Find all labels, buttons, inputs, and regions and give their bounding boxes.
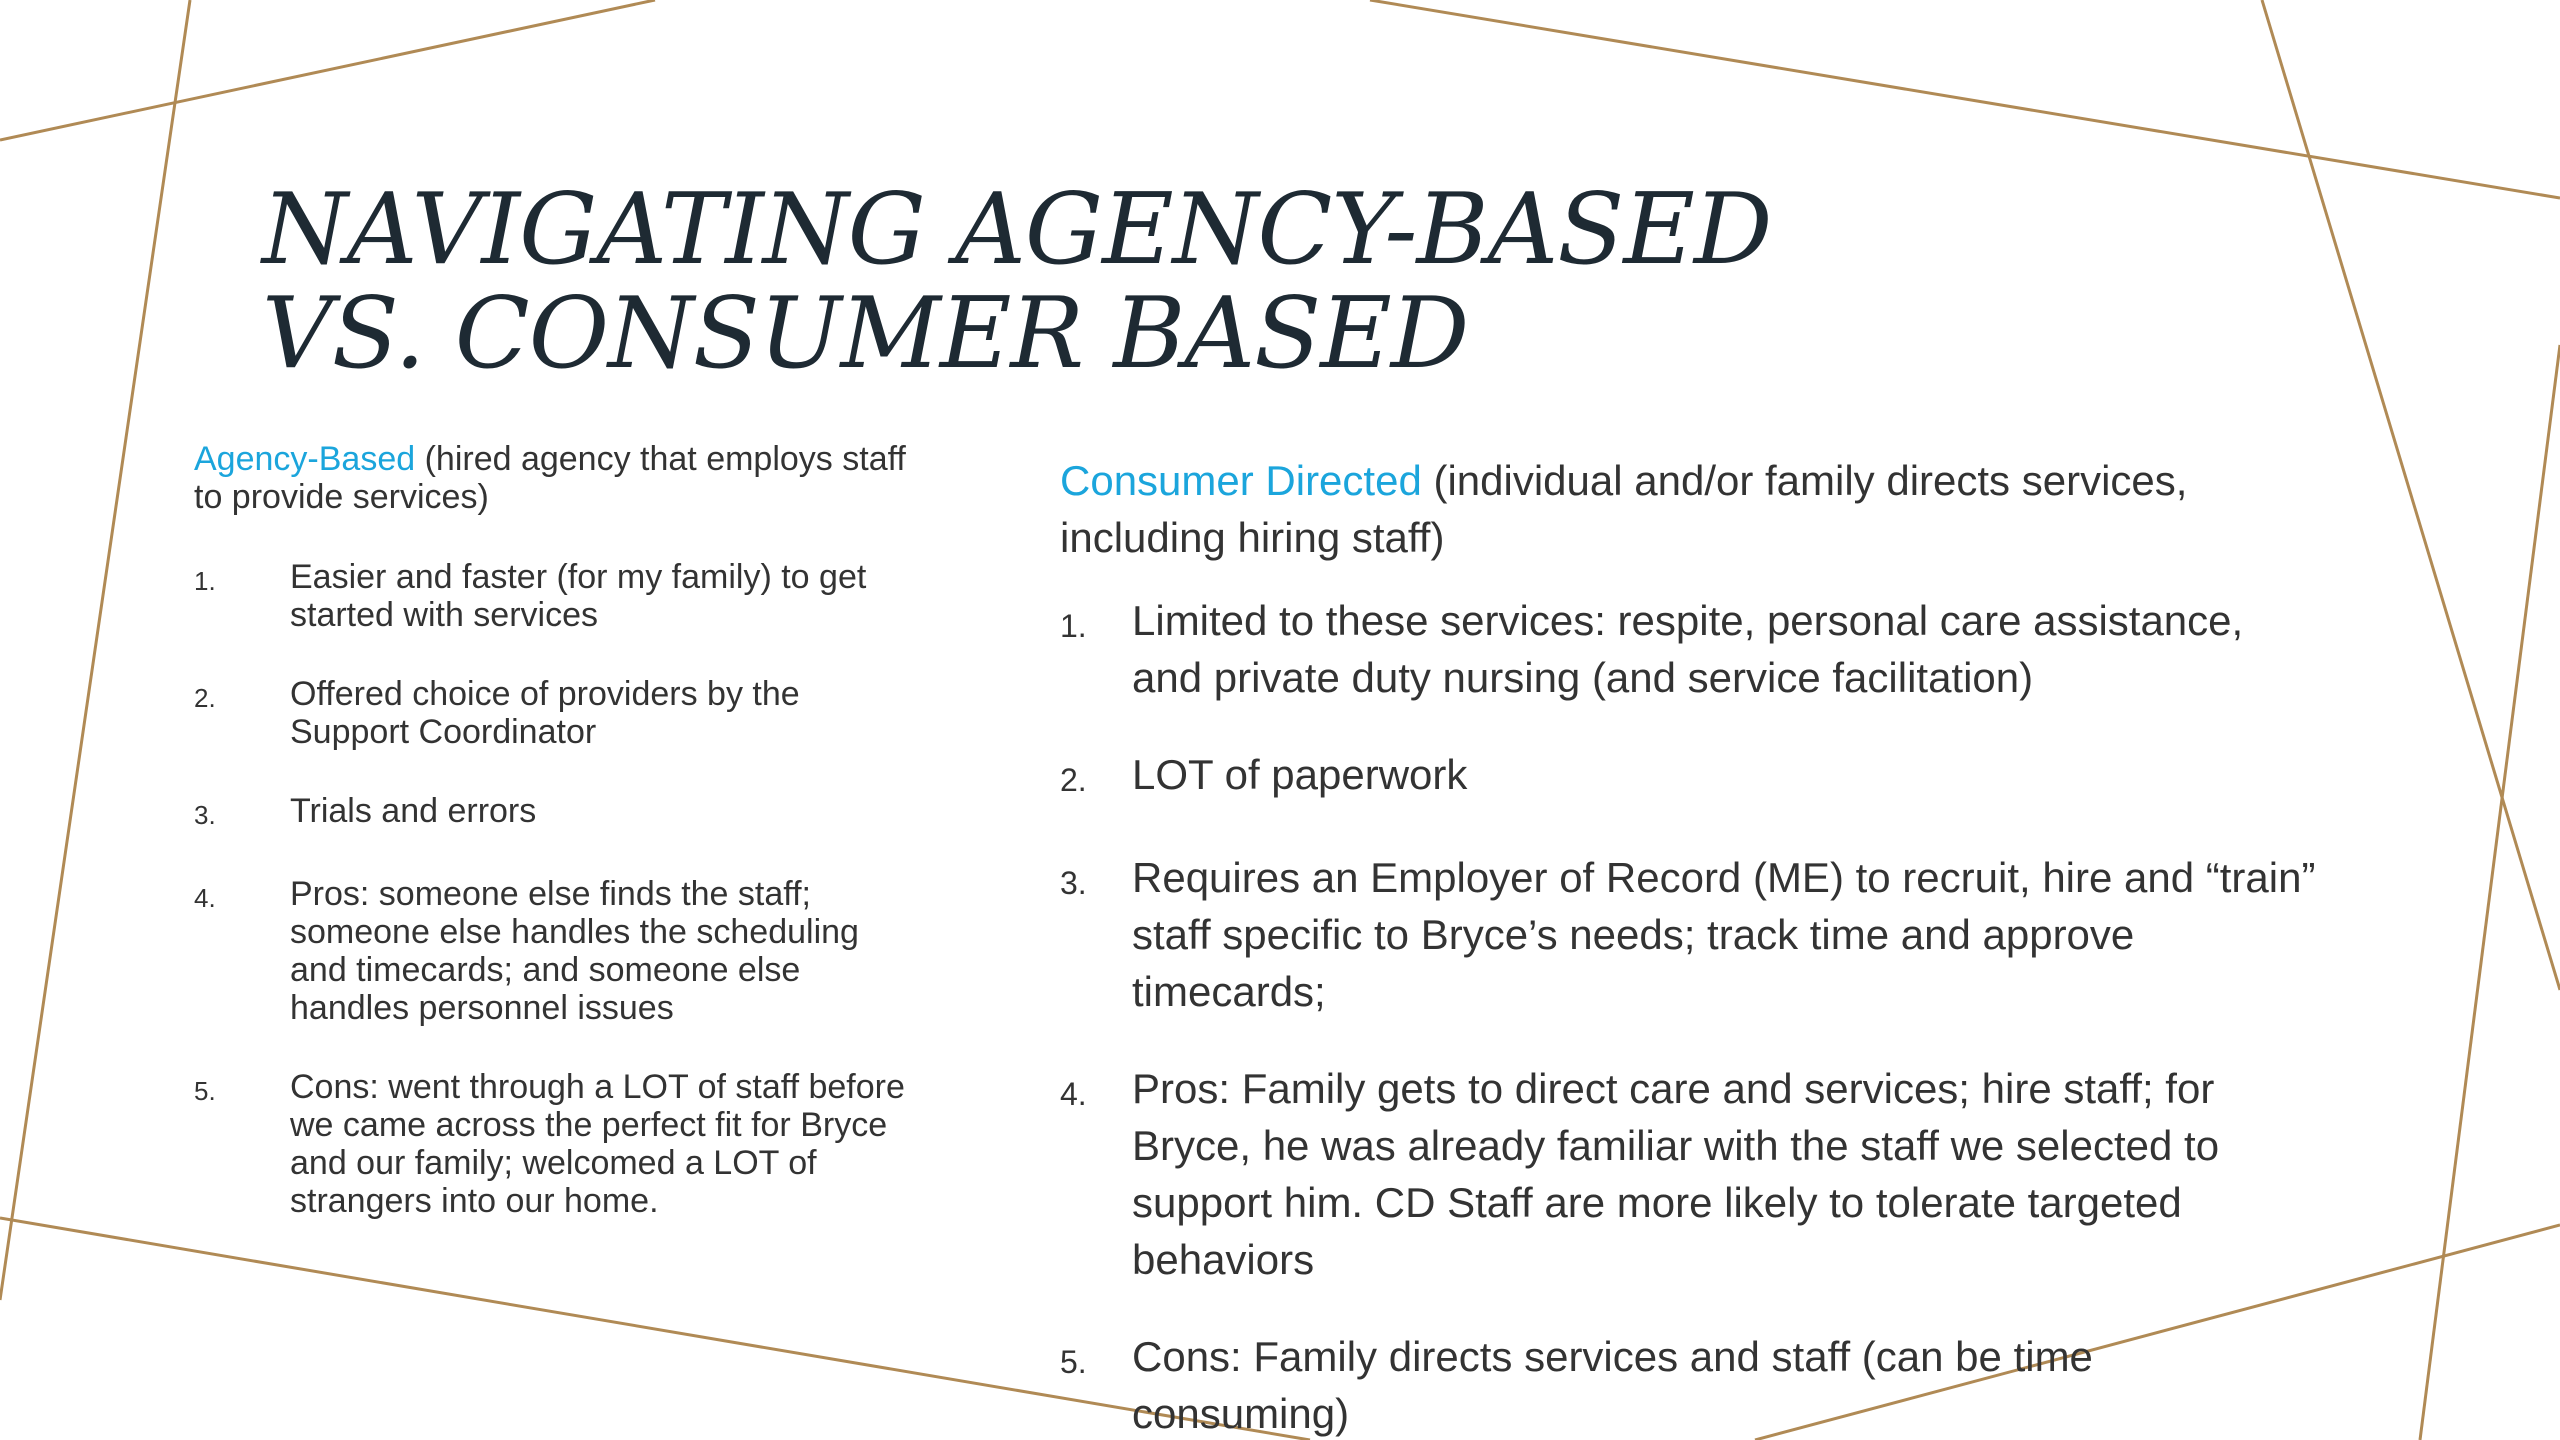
- list-item: [1060, 746, 2320, 809]
- item-text: Pros: Family gets to direct care and services; hire staff; for Bryce, he was already familiar with the staff we selected to support him. CD Staff are more likely to tolerate targeted behaviors: [1132, 1065, 2220, 1283]
- item-number: 3.: [1060, 865, 1087, 901]
- consumer-directed-column: [1060, 452, 2320, 1440]
- consumer-directed-description: (individual and/or family directs services, including hiring staff): [1060, 457, 2188, 561]
- consumer-directed-intro: [1060, 452, 2320, 566]
- item-number: 1.: [1060, 608, 1087, 644]
- agency-based-list: [194, 558, 914, 1220]
- agency-based-description: (hired agency that employs staff to provide services): [194, 440, 906, 516]
- frame-line: [2420, 345, 2560, 1440]
- agency-based-heading: Agency-Based: [194, 440, 416, 478]
- item-text: Pros: someone else finds the staff; someone else handles the scheduling and timecards; and someone else handles personnel issues: [290, 875, 859, 1027]
- list-item: [1060, 592, 2320, 706]
- item-text: Cons: went through a LOT of staff before we came across the perfect fit for Bryce and our family; welcomed a LOT of strangers into our home.: [290, 1068, 905, 1220]
- consumer-directed-list: [1060, 592, 2320, 1440]
- frame-line: [0, 0, 190, 1300]
- list-item: [194, 558, 914, 634]
- item-text: Offered choice of providers by the Support Coordinator: [290, 675, 800, 751]
- item-text: LOT of paperwork: [1132, 751, 1468, 798]
- list-item: [194, 1068, 914, 1220]
- item-number: 2.: [1060, 762, 1087, 798]
- item-number: 2.: [194, 683, 216, 713]
- item-number: 1.: [194, 566, 216, 596]
- item-number: 4.: [1060, 1076, 1087, 1112]
- list-item: [1060, 849, 2320, 1020]
- item-number: 4.: [194, 883, 216, 913]
- list-item: [1060, 1328, 2320, 1440]
- item-number: 3.: [194, 800, 216, 830]
- frame-line: [0, 0, 655, 140]
- list-item: [194, 675, 914, 751]
- list-item: [194, 875, 914, 1027]
- frame-line: [1370, 0, 2560, 198]
- item-number: 5.: [194, 1076, 216, 1106]
- item-text: Requires an Employer of Record (ME) to recruit, hire and “train” staff specific to Bryce’s needs; track time and approve timecards;: [1132, 854, 2316, 1015]
- agency-based-intro: [194, 440, 914, 516]
- consumer-directed-heading: Consumer Directed: [1060, 457, 1422, 504]
- item-number: 5.: [1060, 1344, 1087, 1380]
- agency-based-column: [194, 440, 914, 1261]
- list-item: [194, 792, 914, 834]
- slide-title: NAVIGATING AGENCY-BASED VS. CONSUMER BASED: [262, 173, 1772, 391]
- item-text: Limited to these services: respite, personal care assistance, and private duty nursing (and service facilitation): [1132, 597, 2244, 701]
- list-item: [1060, 1060, 2320, 1288]
- item-text: Easier and faster (for my family) to get started with services: [290, 558, 867, 634]
- item-text: Trials and errors: [290, 792, 537, 830]
- item-text: Cons: Family directs services and staff (can be time consuming): [1132, 1333, 2093, 1437]
